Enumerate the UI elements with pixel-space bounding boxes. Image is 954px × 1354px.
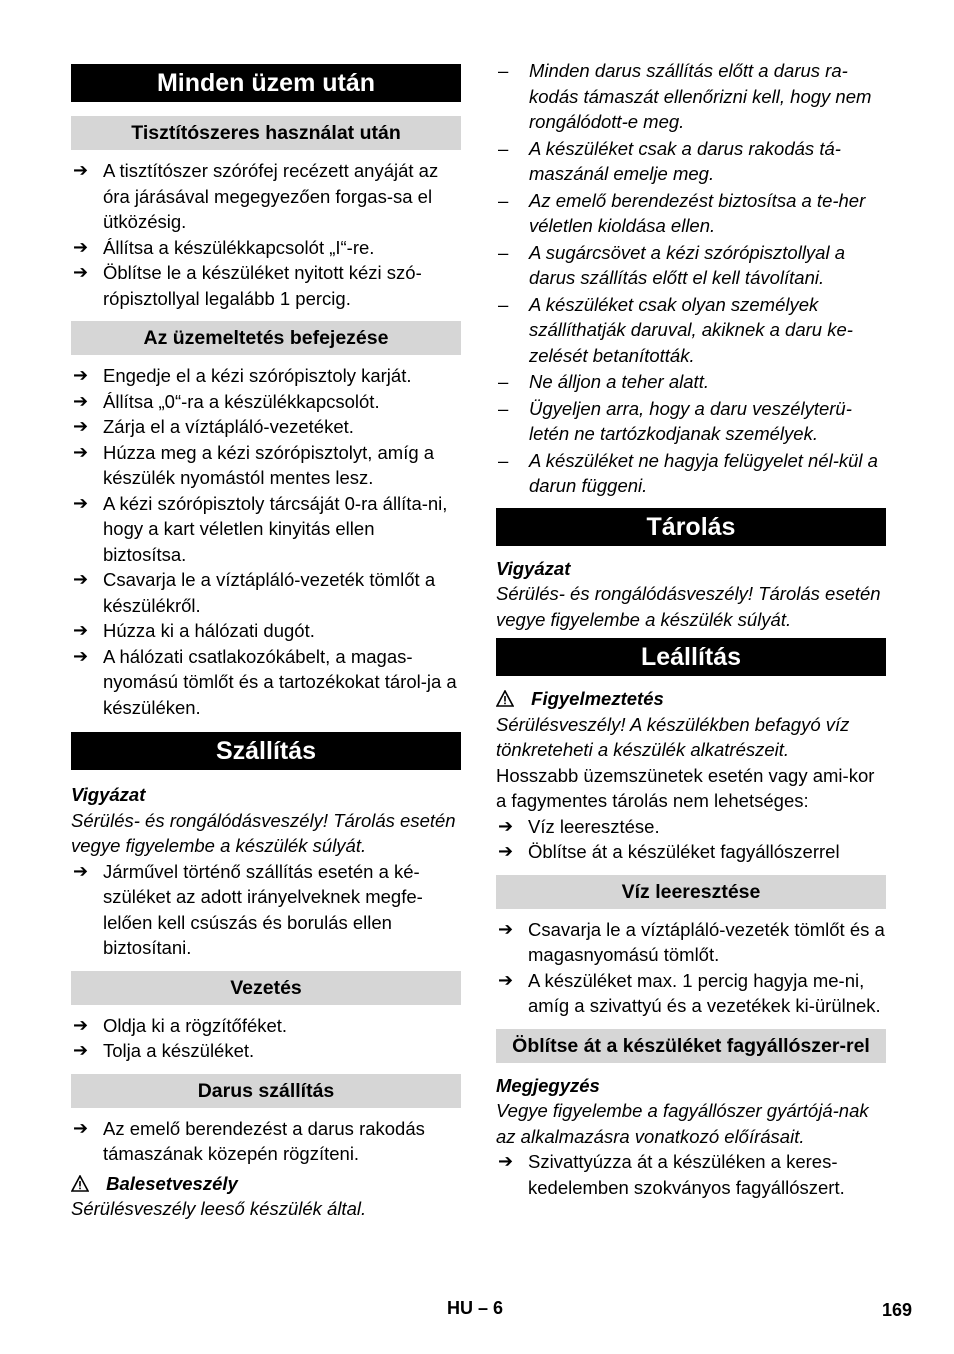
right-arrow-icon: ➔ [498,969,514,990]
subsection-title-driving: Vezetés [71,971,461,1005]
warning-text: Sérülésveszély! A készülékben befagyó víz tönkreteheti a készülék alkatrészeit. [496,713,850,760]
list-item: – Ne álljon a teher alatt. [498,371,709,392]
list-item: ➔ A kézi szórópisztoly tárcsáját 0-ra állíta-ni, hogy a kart véletlen kinyitás ellen biztosítsa. [73,492,448,565]
section-title-storage: Tárolás [496,508,886,546]
list-item: ➔ Állítsa a készülékkapcsolót „I“-re. [71,235,461,261]
right-arrow-icon: ➔ [73,262,89,282]
list-crane [71,1116,461,1167]
caution-text: Sérülés- és rongálódásveszély! Tárolás esetén vegye figyelembe a készülék súlyát. [496,583,881,630]
list-item: ➔ Engedje el a kézi szórópisztoly karját. [71,363,461,389]
list-item: ➔ Húzza meg a kézi szórópisztolyt, amíg a készülék nyomástól mentes lesz. [73,441,435,488]
right-arrow-icon: ➔ [73,860,89,881]
list-item: – Minden darus szállítás előtt a darus ra-kodás támaszát ellenőrizni kell, hogy nem rongálódott-e meg. [498,60,872,132]
warning-triangle-icon [71,1171,91,1197]
list-item: ➔ Csavarja le a víztápláló-vezeték tömlőt a készülékről. [73,569,436,616]
section-title-after-operation: Minden üzem után [71,64,461,102]
page-number: 169 [881,1300,912,1320]
list-item: ➔ Víz leeresztése. [496,814,886,840]
right-arrow-icon: ➔ [73,492,89,513]
right-arrow-icon: ➔ [498,918,514,939]
right-arrow-icon: ➔ [73,236,89,257]
section-title-decommissioning: Leállítás [496,638,886,676]
list-item: – A sugárcsövet a kézi szórópisztollyal a darus szállítás előtt el kell távolítani. [498,241,846,288]
list-item: ➔ Az emelő berendezést a darus rakodás támaszának közepén rögzíteni. [73,1117,425,1164]
right-arrow-icon: ➔ [498,815,514,836]
list-item: ➔ Öblítse le a készüléket nyitott kézi szó-rópisztollyal legalább 1 percig. [73,262,422,309]
section-title-transport: Szállítás [71,732,461,770]
list-shutdown [71,363,461,720]
list-item: ➔ Szivattyúzza át a készüléken a keres-kedelemben szokványos fagyállószert. [498,1151,845,1198]
list-driving [71,1013,461,1064]
list-item: – A készüléket csak olyan személyek szállíthatják daruval, akiknek a daru ke-zelését betanították. [498,293,853,366]
subsection-title-shutdown: Az üzemeltetés befejezése [71,321,461,355]
subsection-title-detergent: Tisztítószeres használat után [71,116,461,150]
right-arrow-icon: ➔ [73,645,89,666]
right-arrow-icon: ➔ [498,841,514,861]
list-item: – A készüléket ne hagyja felügyelet nél-kül a darun függeni. [498,449,878,496]
right-arrow-icon: ➔ [73,569,89,589]
list-item: – Az emelő berendezést biztosítsa a te-her véletlen kioldása ellen. [498,189,866,236]
list-item: ➔ Járművel történő szállítás esetén a ké-szüléket az adott irányelveknek megfe-lelően kell csúszás és borulás ellen biztosítani. [73,860,423,958]
warning-label: Figyelmeztetés [496,686,886,712]
list-antifreeze [496,1149,886,1200]
note-text: Vegye figyelembe a fagyállószer gyártójá-nak az alkalmazásra vonatkozó előírásait. [496,1100,869,1147]
subsection-title-drain-water: Víz leeresztése [496,875,886,909]
list-decommissioning [496,814,886,865]
right-arrow-icon: ➔ [73,1014,89,1035]
list-item: ➔ Csavarja le a víztápláló-vezeték tömlőt és a magasnyomású tömlőt. [498,918,885,965]
list-detergent [71,158,461,311]
caution-label: Vigyázat [496,557,571,579]
list-item: ➔ Oldja ki a rögzítőféket. [71,1013,461,1039]
list-item: ➔ Állítsa „0“-ra a készülékkapcsolót. [71,389,461,415]
list-item: – Ügyeljen arra, hogy a daru veszélyterü-letén ne tartózkodjanak személyek. [498,397,852,444]
list-transport [71,859,461,961]
caution-label: Vigyázat [71,784,146,805]
list-item: ➔ Húzza ki a hálózati dugót. [71,618,461,644]
footer-language-page: HU – 6 [447,1298,504,1318]
decommissioning-text: Hosszabb üzemszünetek esetén vagy ami-kor a fagymentes tárolás nem lehetséges: [496,764,875,811]
right-arrow-icon: ➔ [73,390,89,411]
list-item: – A készüléket csak a darus rakodás tá-maszánál emelje meg. [498,137,841,184]
right-arrow-icon: ➔ [73,160,89,180]
note-label: Megjegyzés [496,1074,600,1096]
list-drain-water [496,917,886,1019]
list-crane-rules [496,58,886,499]
list-item: ➔ Öblítse át a készüléket fagyállószerrel [496,839,886,865]
caution-text: Sérülés- és rongálódásveszély! Tárolás esetén vegye figyelembe a készülék súlyát. [71,809,456,856]
right-arrow-icon: ➔ [73,416,89,436]
left-column [71,58,461,1222]
danger-text: Sérülésveszély leeső készülék által. [71,1198,367,1219]
subsection-title-crane-transport: Darus szállítás [71,1074,461,1108]
warning-triangle-icon [496,686,516,712]
right-arrow-icon: ➔ [73,441,89,462]
list-item: ➔ A tisztítószer szórófej recézett anyáját az óra járásával megegyezően forgas-sa el ütközésig. [73,160,439,232]
list-item: ➔ Tolja a készüléket. [71,1038,461,1064]
right-arrow-icon: ➔ [73,365,89,385]
right-arrow-icon: ➔ [73,1117,89,1138]
right-column [496,58,886,1200]
list-item: ➔ A hálózati csatlakozókábelt, a magas-nyomású tömlőt és a tartozékokat tárol-ja a készüléken. [73,645,457,718]
list-item: ➔ Zárja el a víztápláló-vezetéket. [71,414,461,440]
right-arrow-icon: ➔ [73,620,89,640]
list-item: ➔ A készüléket max. 1 percig hagyja me-ni, amíg a szivattyú és a vezetékek ki-ürülnek. [498,969,881,1016]
subsection-title-antifreeze: Öblítse át a készüléket fagyállószer-rel [496,1029,886,1063]
right-arrow-icon: ➔ [73,1040,89,1060]
right-arrow-icon: ➔ [498,1151,514,1171]
danger-label: Balesetveszély [71,1171,461,1197]
